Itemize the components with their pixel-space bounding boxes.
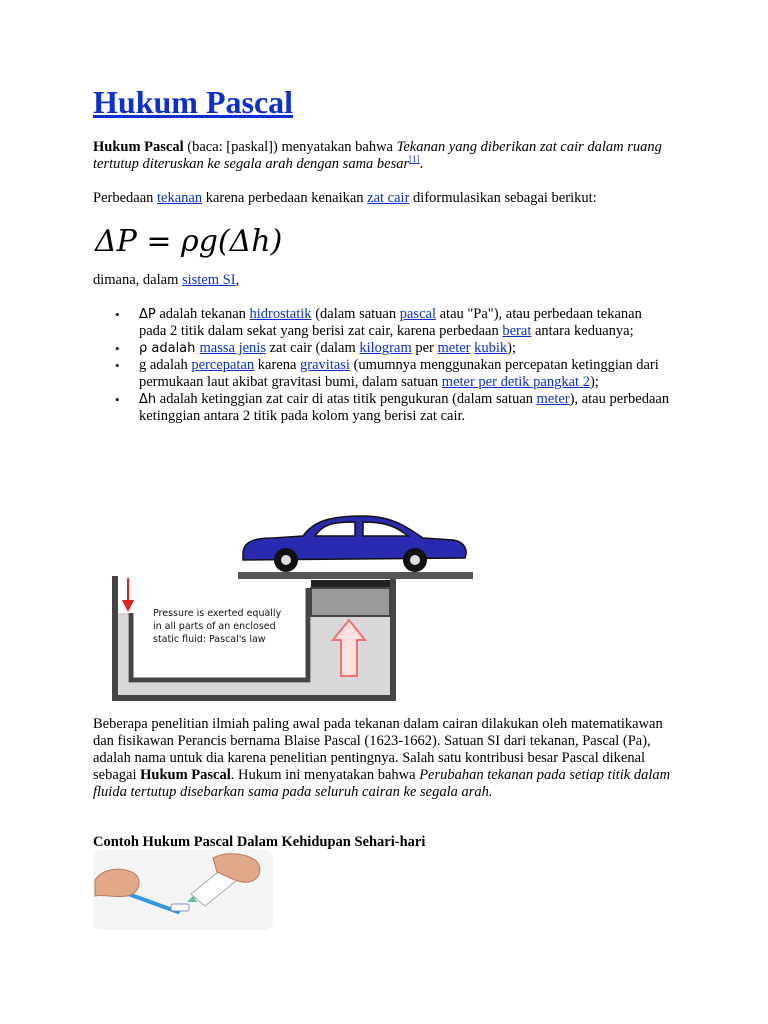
link-meter-unit[interactable]: meter [536, 391, 570, 407]
def-text: ); [589, 374, 599, 390]
section-heading-examples: Contoh Hukum Pascal Dalam Kehidupan Sehari-hari [93, 834, 426, 850]
def-text: atau "Pa"), atau perbedaan tekanan pada 2 titik dalam sekat yang berisi zat cair, karena perbedaan [139, 306, 642, 339]
symbol-delta-p: ΔP [139, 307, 156, 322]
difference-text-2: karena perbedaan kenaikan [202, 190, 368, 206]
def-text: ), atau perbedaan ketinggian antara 2 titik pada kolom yang berisi zat cair. [139, 391, 670, 424]
difference-text-1: Perbedaan [93, 190, 158, 206]
difference-text-3: diformulasikan sebagai berikut: [409, 190, 597, 206]
symbol-rho: ρ adalah [139, 341, 200, 356]
list-item [93, 306, 671, 340]
dimana-text-2: , [235, 272, 240, 288]
def-text: antara keduanya; [531, 323, 634, 339]
def-text: karena [254, 357, 301, 373]
link-zat-cair[interactable]: zat cair [367, 190, 410, 206]
dimana-paragraph [93, 272, 239, 289]
history-italic-statement: Perubahan tekanan pada setiap titik dalam fluida tertutup disebarkan sama pada seluruh cairan ke segala arah. [93, 767, 671, 800]
link-meter-per-detik[interactable]: meter per detik pangkat 2 [441, 374, 590, 390]
fluid-left-column [118, 613, 128, 695]
intro-reading: (baca: [paskal]) menyatakan bahwa [183, 139, 397, 155]
intro-statement: Tekanan yang diberikan zat cair dalam ruang tertutup diteruskan ke segala arah dengan sama besar [93, 139, 662, 172]
list-item [93, 340, 671, 357]
def-text: zat cair (dalam [265, 340, 360, 356]
history-text-2: . Hukum ini menyatakan bahwa [230, 767, 420, 783]
link-meter[interactable]: meter [437, 340, 471, 356]
history-bold-term: Hukum Pascal [140, 767, 231, 783]
symbol-delta-h: Δh [139, 392, 157, 407]
dimana-text-1: dimana, dalam [93, 272, 182, 288]
intro-end: . [419, 156, 424, 172]
reference-link[interactable]: [1] [409, 154, 420, 164]
intro-paragraph [93, 139, 671, 173]
piston [311, 588, 390, 616]
link-percepatan[interactable]: percepatan [191, 357, 255, 373]
link-massa-jenis[interactable]: massa jenis [199, 340, 266, 356]
def-text: per [411, 340, 438, 356]
link-gravitasi[interactable]: gravitasi [300, 357, 350, 373]
platform [238, 572, 473, 579]
list-item [93, 391, 671, 425]
diagram-caption-line-2: in all parts of an enclosed [153, 621, 276, 632]
difference-paragraph [93, 190, 597, 207]
history-text-1: Beberapa penelitian ilmiah paling awal pada tekanan dalam cairan dilakukan oleh matematikawan dan fisikawan Perancis bernama Blaise Pascal (1623-1662). Satuan SI dari tekanan, Pascal (Pa), adalah nama untuk dia karena penelitian pentingnya. Salah satu kontribusi besar Pascal dikenal sebagai [93, 716, 663, 783]
def-text: (umumnya menggunakan percepatan ketinggian dari permukaan laut akibat gravitasi bumi, dalam satuan [139, 357, 659, 390]
def-text: (dalam satuan [311, 306, 400, 322]
link-tekanan[interactable]: tekanan [157, 190, 203, 206]
pascal-law-diagram [93, 508, 483, 713]
list-item [93, 357, 671, 391]
link-pascal[interactable]: pascal [399, 306, 436, 322]
def-text: adalah [146, 357, 192, 373]
intro-term: Hukum Pascal [93, 139, 184, 155]
link-hidrostatik[interactable]: hidrostatik [249, 306, 312, 322]
link-kubik[interactable]: kubik [474, 340, 508, 356]
toothpaste-hands-icon [93, 850, 273, 930]
link-berat[interactable]: berat [502, 323, 532, 339]
page-title[interactable]: Hukum Pascal [93, 84, 294, 120]
link-kilogram[interactable]: kilogram [359, 340, 412, 356]
definition-list [93, 306, 671, 425]
def-text: adalah ketinggian zat cair di atas titik pengukuran (dalam satuan [156, 391, 537, 407]
pascal-formula [93, 219, 303, 261]
diagram-caption-line-3: static fluid: Pascal's law [153, 634, 266, 645]
def-text: ); [507, 340, 517, 356]
link-sistem-si[interactable]: sistem SI [181, 272, 236, 288]
formula-text: ΔP = ρg(Δh) [95, 224, 283, 259]
def-text: adalah tekanan [155, 306, 250, 322]
diagram-caption-line-1: Pressure is exerted equally [153, 608, 282, 619]
symbol-g: g [139, 357, 147, 373]
history-paragraph [93, 716, 671, 801]
